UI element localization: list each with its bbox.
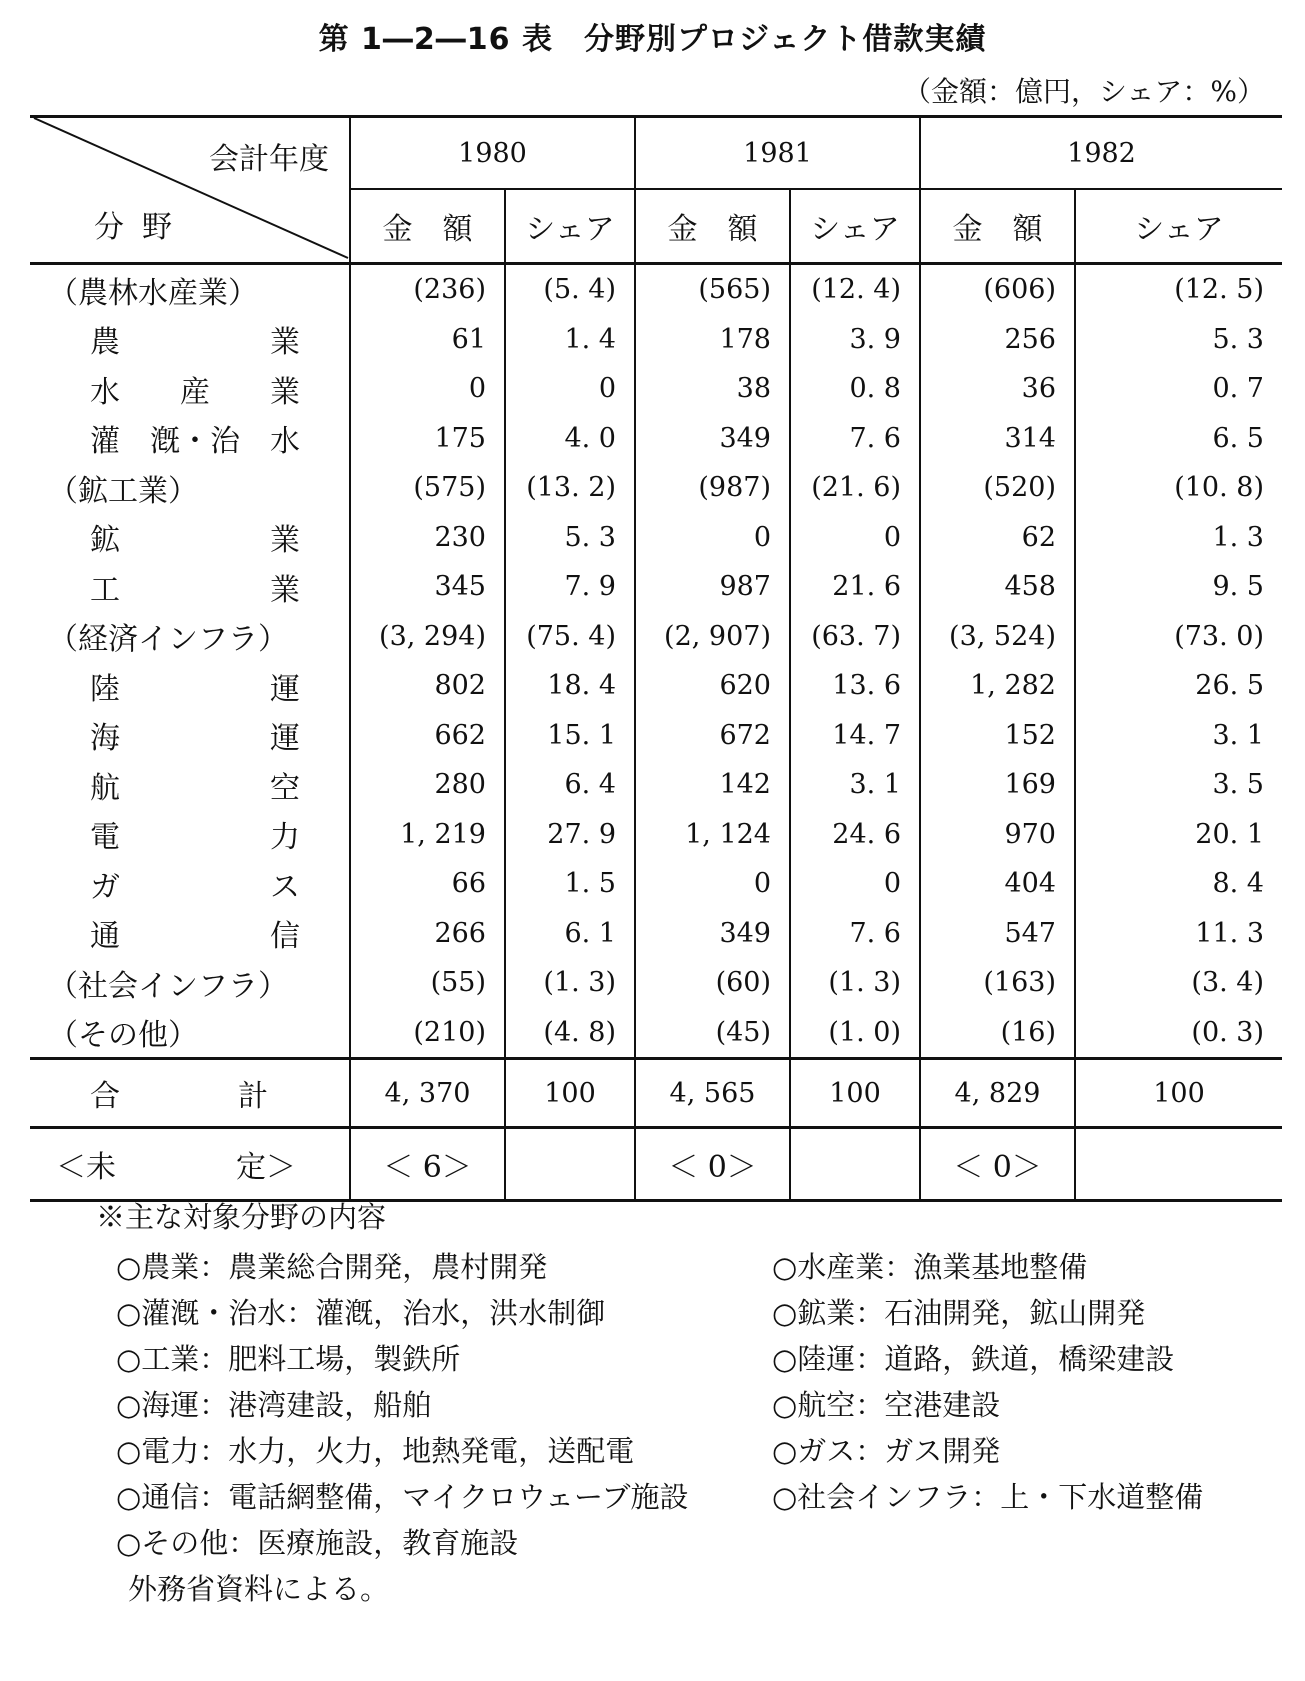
- row-label-char: 鉱: [90, 523, 120, 559]
- table-cell: 802: [350, 661, 505, 711]
- table-cell: 1. 4: [505, 315, 635, 365]
- table-cell: 7. 9: [505, 562, 635, 612]
- row-label-char: 工: [90, 572, 120, 608]
- table-cell: 27. 9: [505, 810, 635, 860]
- table-cell: (45): [635, 1008, 790, 1059]
- note-item: ○航空：空港建設: [772, 1388, 1001, 1422]
- table-cell: 62: [920, 513, 1075, 563]
- row-label-char: 通: [90, 919, 120, 955]
- table-cell: (10. 8): [1075, 463, 1282, 513]
- table-cell: 36: [920, 364, 1075, 414]
- row-label-char: 業: [270, 523, 300, 559]
- table-cell: [790, 1128, 920, 1201]
- table-cell: 5. 3: [505, 513, 635, 563]
- table-cell: 349: [635, 414, 790, 464]
- note-item: ○水産業：漁業基地整備: [772, 1250, 1088, 1284]
- year-1981-header: 1981: [635, 117, 920, 190]
- table-cell: (0. 3): [1075, 1008, 1282, 1059]
- source-row: [96, 1567, 1296, 1613]
- table-cell: (236): [350, 264, 505, 315]
- table-cell: (5. 4): [505, 264, 635, 315]
- row-label-char: 産: [180, 374, 210, 410]
- table-cell: 1. 5: [505, 859, 635, 909]
- table-cell: 0: [790, 859, 920, 909]
- row-label: [30, 562, 350, 612]
- table-cell: (21. 6): [790, 463, 920, 513]
- row-label-char: 航: [90, 770, 120, 806]
- table-title: 第 1―2―16 表 分野別プロジェクト借款実績: [318, 22, 987, 57]
- table-cell: 987: [635, 562, 790, 612]
- table-cell: 4, 829: [920, 1059, 1075, 1128]
- row-label-text: [90, 565, 300, 609]
- table-cell: (575): [350, 463, 505, 513]
- table-cell: 152: [920, 711, 1075, 761]
- table-row: [30, 810, 1282, 860]
- notes-row: [96, 1521, 1296, 1567]
- table-row: [30, 711, 1282, 761]
- table-row: [30, 513, 1282, 563]
- row-label-text: [90, 812, 300, 856]
- table-cell: 11. 3: [1075, 909, 1282, 959]
- notes-row: [96, 1475, 1296, 1521]
- total-label-char: 合: [90, 1079, 120, 1114]
- table-cell: 100: [505, 1059, 635, 1128]
- table-row: [30, 562, 1282, 612]
- table-cell: 24. 6: [790, 810, 920, 860]
- table-cell: 7. 6: [790, 909, 920, 959]
- table-cell: 0: [635, 513, 790, 563]
- table-row: [30, 364, 1282, 414]
- table-cell: 26. 5: [1075, 661, 1282, 711]
- note-item: ○農業：農業総合開発，農村開発: [116, 1250, 548, 1284]
- row-label-char: 力: [270, 820, 300, 856]
- table-cell: (12. 4): [790, 264, 920, 315]
- table-cell: 0. 8: [790, 364, 920, 414]
- table-cell: 3. 5: [1075, 760, 1282, 810]
- table-cell: (63. 7): [790, 612, 920, 662]
- row-label-char: 空: [270, 770, 300, 806]
- table-cell: 404: [920, 859, 1075, 909]
- table-cell: (60): [635, 958, 790, 1008]
- table-cell: 672: [635, 711, 790, 761]
- share-header: シェア: [505, 189, 635, 264]
- table-cell: (606): [920, 264, 1075, 315]
- table-cell: 6. 1: [505, 909, 635, 959]
- table-cell: 345: [350, 562, 505, 612]
- row-label: [30, 661, 350, 711]
- row-label-text: [90, 515, 300, 559]
- table-cell: 1, 219: [350, 810, 505, 860]
- row-label: [30, 364, 350, 414]
- row-label: [30, 315, 350, 365]
- note-item: ○陸運：道路，鉄道，橋梁建設: [772, 1342, 1175, 1376]
- table-cell: 3. 1: [1075, 711, 1282, 761]
- row-label: [30, 414, 350, 464]
- table-cell: (3. 4): [1075, 958, 1282, 1008]
- table-row: [30, 315, 1282, 365]
- table-cell: 256: [920, 315, 1075, 365]
- table-cell: (2, 907): [635, 612, 790, 662]
- table-cell: 314: [920, 414, 1075, 464]
- row-label: [30, 909, 350, 959]
- row-label-char: 運: [270, 671, 300, 707]
- row-label-text: [90, 911, 300, 955]
- table-row: [30, 661, 1282, 711]
- note-item: ○その他：医療施設，教育施設: [116, 1526, 519, 1560]
- row-label-char: 漑・治: [150, 424, 240, 460]
- table-cell: 662: [350, 711, 505, 761]
- table-cell: 61: [350, 315, 505, 365]
- table-row: [30, 463, 1282, 513]
- table-cell: (3, 294): [350, 612, 505, 662]
- table-cell: (75. 4): [505, 612, 635, 662]
- row-label-char: ス: [270, 869, 300, 905]
- row-label-char: 灌: [90, 424, 120, 460]
- undetermined-label-part: 定＞: [236, 1150, 296, 1185]
- table-cell: 230: [350, 513, 505, 563]
- table-cell: (987): [635, 463, 790, 513]
- row-label: （経済インフラ）: [48, 622, 288, 658]
- table-cell: (210): [350, 1008, 505, 1059]
- note-item: ○通信：電話網整備，マイクロウェーブ施設: [116, 1480, 689, 1514]
- table-cell: ＜ 0＞: [920, 1128, 1075, 1201]
- table-row: [30, 909, 1282, 959]
- notes-row: [96, 1383, 1296, 1429]
- table-cell: 0: [505, 364, 635, 414]
- row-label: （鉱工業）: [48, 473, 198, 509]
- table-cell: 349: [635, 909, 790, 959]
- table-cell: 458: [920, 562, 1075, 612]
- table-cell: [1075, 1128, 1282, 1201]
- total-label-char: 計: [238, 1079, 268, 1114]
- row-label: [30, 760, 350, 810]
- table-cell: 4, 370: [350, 1059, 505, 1128]
- undetermined-label-part: ＜未: [56, 1150, 116, 1185]
- table-cell: [505, 1128, 635, 1201]
- table-cell: 0: [635, 859, 790, 909]
- table-cell: (13. 2): [505, 463, 635, 513]
- table-cell: 3. 9: [790, 315, 920, 365]
- notes-row: [96, 1291, 1296, 1337]
- notes-section: [96, 1195, 1296, 1606]
- table-cell: 4. 0: [505, 414, 635, 464]
- row-label-char: ガ: [90, 869, 120, 905]
- table-cell: 175: [350, 414, 505, 464]
- table-cell: 0: [790, 513, 920, 563]
- row-label-text: [90, 763, 300, 807]
- table-cell: 3. 1: [790, 760, 920, 810]
- table-row: [30, 264, 1282, 315]
- table-cell: (163): [920, 958, 1075, 1008]
- table-cell: 6. 5: [1075, 414, 1282, 464]
- notes-row: [96, 1245, 1296, 1291]
- note-item: ○鉱業：石油開発，鉱山開発: [772, 1296, 1146, 1330]
- table-cell: (4. 8): [505, 1008, 635, 1059]
- note-item: ○ガス：ガス開発: [772, 1434, 1001, 1468]
- table-cell: (1. 3): [505, 958, 635, 1008]
- table-cell: (12. 5): [1075, 264, 1282, 315]
- row-label: [30, 810, 350, 860]
- row-label-char: 業: [270, 325, 300, 361]
- row-label-char: 海: [90, 721, 120, 757]
- year-1982-header: 1982: [920, 117, 1282, 190]
- table-cell: 18. 4: [505, 661, 635, 711]
- table-cell: 0. 7: [1075, 364, 1282, 414]
- table-row: [30, 760, 1282, 810]
- row-label-char: 運: [270, 721, 300, 757]
- table-cell: 14. 7: [790, 711, 920, 761]
- table-cell: 280: [350, 760, 505, 810]
- row-label-char: 水: [90, 374, 120, 410]
- amount-header: 金 額: [635, 189, 790, 264]
- field-label: 分野: [94, 210, 190, 245]
- table-cell: 970: [920, 810, 1075, 860]
- share-header: シェア: [790, 189, 920, 264]
- row-label: [30, 711, 350, 761]
- notes-list: [96, 1245, 1296, 1613]
- table-cell: (1. 0): [790, 1008, 920, 1059]
- table-cell: 15. 1: [505, 711, 635, 761]
- table-cell: 620: [635, 661, 790, 711]
- table-cell: 20. 1: [1075, 810, 1282, 860]
- table-cell: 142: [635, 760, 790, 810]
- notes-row: [96, 1337, 1296, 1383]
- table-row: [30, 859, 1282, 909]
- table-cell: 66: [350, 859, 505, 909]
- note-item: ○灌漑・治水：灌漑，治水，洪水制御: [116, 1296, 606, 1330]
- table-cell: (16): [920, 1008, 1075, 1059]
- notes-row: [96, 1429, 1296, 1475]
- row-label-text: [90, 862, 300, 906]
- table-cell: (520): [920, 463, 1075, 513]
- undetermined-label: [30, 1128, 350, 1201]
- loan-table: [30, 115, 1282, 1202]
- table-cell: 266: [350, 909, 505, 959]
- note-item: ○工業：肥料工場，製鉄所: [116, 1342, 461, 1376]
- table-cell: ＜ 0＞: [635, 1128, 790, 1201]
- table-cell: 9. 5: [1075, 562, 1282, 612]
- unit-note: （金額：億円，シェア：%）: [902, 75, 1265, 108]
- row-label: （社会インフラ）: [48, 968, 288, 1004]
- table-row: [30, 414, 1282, 464]
- row-label-char: 信: [270, 919, 300, 955]
- table-cell: 21. 6: [790, 562, 920, 612]
- row-label: （その他）: [48, 1018, 198, 1054]
- year-1980-header: 1980: [350, 117, 635, 190]
- row-label-text: [90, 367, 300, 411]
- table-cell: (3, 524): [920, 612, 1075, 662]
- table-row: [30, 958, 1282, 1008]
- table-cell: 178: [635, 315, 790, 365]
- table-cell: 1. 3: [1075, 513, 1282, 563]
- row-label-text: [90, 664, 300, 708]
- note-item: ○電力：水力，火力，地熱発電，送配電: [116, 1434, 635, 1468]
- source-note: 外務省資料による。: [128, 1572, 390, 1606]
- table-cell: 1, 282: [920, 661, 1075, 711]
- row-label-text: [90, 713, 300, 757]
- table-cell: (55): [350, 958, 505, 1008]
- table-cell: ＜ 6＞: [350, 1128, 505, 1201]
- table-row: [30, 612, 1282, 662]
- corner-header-cell: [30, 117, 350, 264]
- row-label-char: 水: [270, 424, 300, 460]
- table-cell: (565): [635, 264, 790, 315]
- note-item: ○社会インフラ：上・下水道整備: [772, 1480, 1204, 1514]
- table-cell: 100: [790, 1059, 920, 1128]
- row-label: [30, 513, 350, 563]
- table-cell: 1, 124: [635, 810, 790, 860]
- table-row: [30, 1008, 1282, 1059]
- table-cell: 547: [920, 909, 1075, 959]
- table-cell: 13. 6: [790, 661, 920, 711]
- table-cell: 169: [920, 760, 1075, 810]
- row-label: [30, 859, 350, 909]
- row-label-char: 農: [90, 325, 120, 361]
- row-label-char: 陸: [90, 671, 120, 707]
- table-cell: 0: [350, 364, 505, 414]
- table-cell: (73. 0): [1075, 612, 1282, 662]
- row-label-text: [90, 317, 300, 361]
- row-label-char: 業: [270, 572, 300, 608]
- share-header: シェア: [1075, 189, 1282, 264]
- table-cell: 7. 6: [790, 414, 920, 464]
- table-cell: 100: [1075, 1059, 1282, 1128]
- table-cell: (1. 3): [790, 958, 920, 1008]
- fiscal-year-label: 会計年度: [209, 142, 329, 177]
- total-label: [30, 1059, 350, 1128]
- amount-header: 金 額: [920, 189, 1075, 264]
- table-cell: 6. 4: [505, 760, 635, 810]
- table-cell: 38: [635, 364, 790, 414]
- notes-heading: ※主な対象分野の内容: [96, 1200, 387, 1234]
- row-label-text: [90, 416, 300, 460]
- amount-header: 金 額: [350, 189, 505, 264]
- table-cell: 4, 565: [635, 1059, 790, 1128]
- row-label: （農林水産業）: [30, 264, 350, 315]
- note-item: ○海運：港湾建設，船舶: [116, 1388, 432, 1422]
- table-cell: 5. 3: [1075, 315, 1282, 365]
- table-cell: 8. 4: [1075, 859, 1282, 909]
- row-label-char: 業: [270, 374, 300, 410]
- row-label-char: 電: [90, 820, 120, 856]
